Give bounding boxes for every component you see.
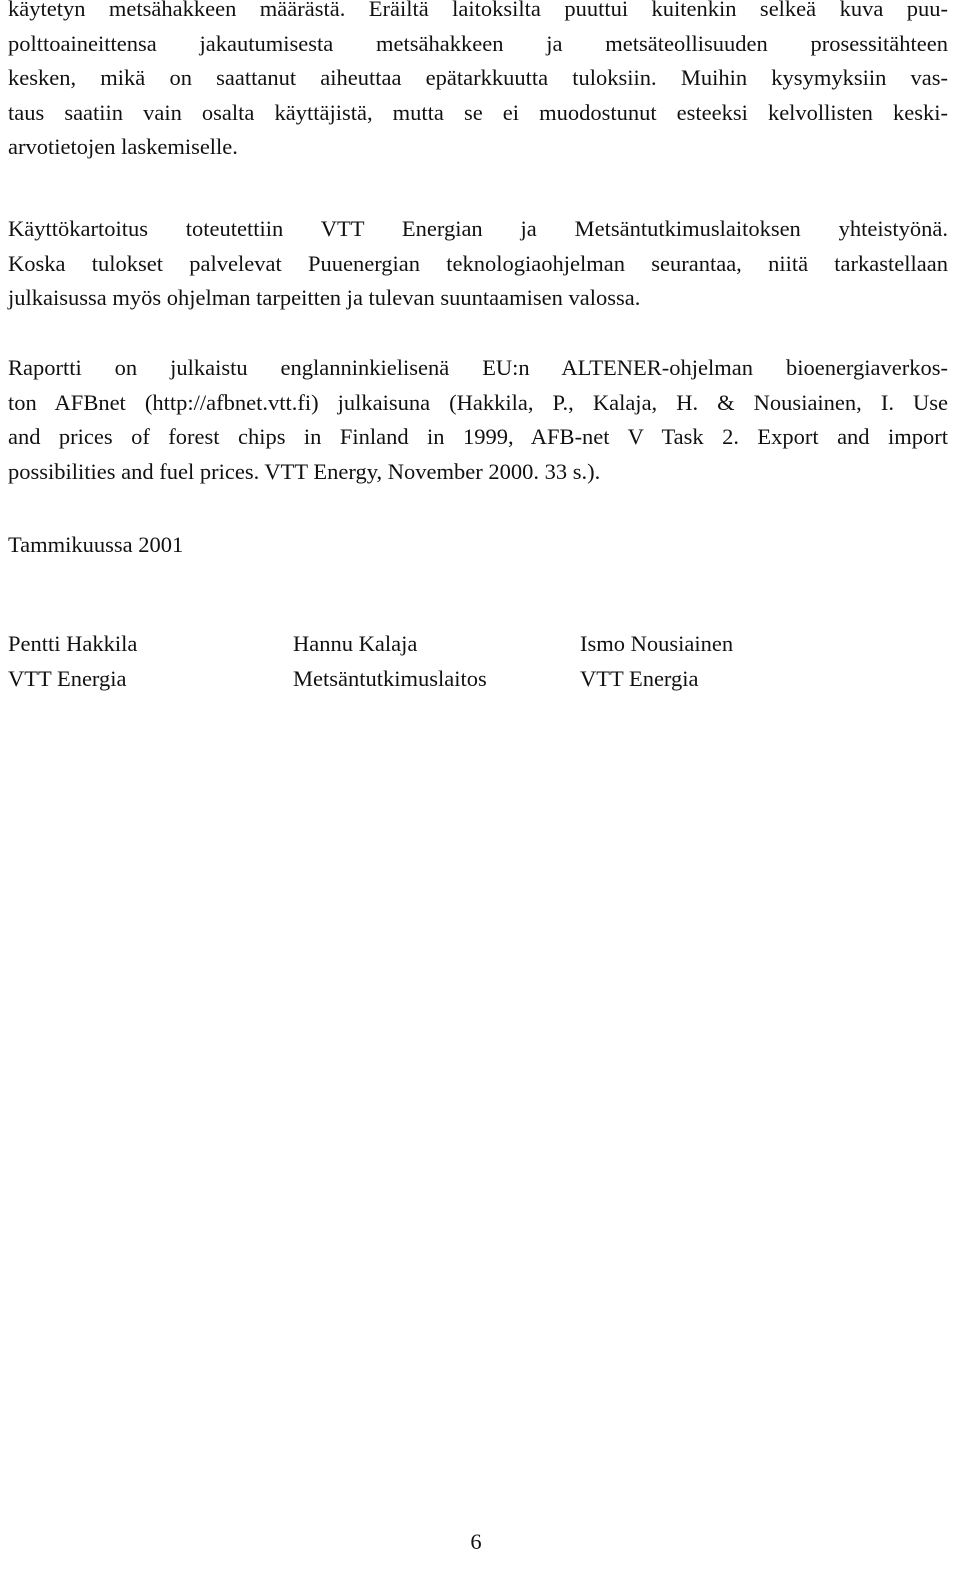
document-date: Tammikuussa 2001 [8,532,184,557]
paragraph-survey-results [8,0,948,165]
page-number: 6 [470,1529,482,1554]
signer-kalaja [293,627,487,696]
signer-organization: VTT Energia [8,665,127,691]
text-line: ton AFBnet (http://afbnet.vtt.fi) julkaisuna (Hakkila, P., Kalaja, H. & Nousiainen, I. Use [8,389,948,415]
text-line: and prices of forest chips in Finland in 1999, AFB-net V Task 2. Export and import [8,424,948,450]
signer-organization: VTT Energia [580,665,699,691]
signer-name: Pentti Hakkila [8,631,138,656]
text-line: Käyttökartoitus toteutettiin VTT Energian ja Metsäntutkimuslaitoksen yhteistyönä. [8,216,948,241]
signer-hakkila [8,627,137,696]
text-line: polttoaineittensa jakautumisesta metsähakkeen ja metsäteollisuuden prosessitähteen [8,30,948,56]
text-line: possibilities and fuel prices. VTT Energy, November 2000. 33 s.). [8,458,601,484]
paragraph-english-report [8,351,948,489]
text-line: Koska tulokset palvelevat Puuenergian teknologiaohjelman seurantaa, niitä tarkastellaan [8,250,948,276]
text-line: julkaisussa myös ohjelman tarpeitten ja tulevan suuntaamisen valossa. [8,285,641,311]
signer-organization: Metsäntutkimuslaitos [293,665,487,691]
text-line: Raportti on julkaistu englanninkielisenä EU:n ALTENER-ohjelman bioenergiaverkos- [8,355,948,380]
text-line: kesken, mikä on saattanut aiheuttaa epätarkkuutta tuloksiin. Muihin kysymyksiin vas- [8,65,948,91]
signer-name: Ismo Nousiainen [580,631,734,656]
paragraph-cooperation [8,212,948,316]
signer-name: Hannu Kalaja [293,631,418,656]
text-line: arvotietojen laskemiselle. [8,134,238,160]
text-line: käytetyn metsähakkeen määrästä. Eräiltä laitoksilta puuttui kuitenkin selkeä kuva puu- [8,0,948,21]
text-line: taus saatiin vain osalta käyttäjistä, mutta se ei muodostunut esteeksi kelvollisten keski- [8,99,948,125]
signer-nousiainen [580,627,733,696]
